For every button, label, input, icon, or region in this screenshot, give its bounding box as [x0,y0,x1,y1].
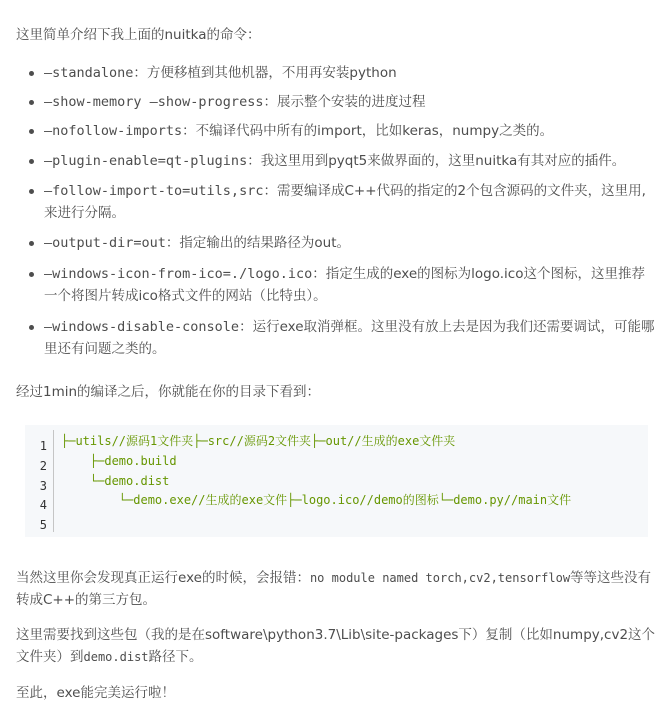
option-text: ：指定输出的结果路径为out。 [165,235,351,251]
copy-text-before: 这里需要找到这些包（我的是在software\python3.7\Lib\site-packages下）复制（比如numpy,cv2这个文件夹）到 [16,627,656,665]
line-number: 3 [39,479,47,493]
list-item [44,316,656,360]
option-code: —nofollow-imports [44,123,183,139]
error-paragraph [16,567,656,611]
line-number-gutter [25,430,54,532]
copy-paragraph [16,624,656,668]
option-code: —windows-icon-from-ico=./logo.ico [44,266,313,282]
finale-paragraph: 至此，exe能完美运行啦！ [16,685,175,701]
option-text: ：运行exe取消弹框。这里没有放上去是因为我们还需要调试，可能哪里还有问题之类的。 [44,319,655,357]
option-code: —output-dir=out [44,235,166,251]
list-item [44,150,656,172]
option-text: ：展示整个安装的进度过程 [263,94,426,110]
option-text: ：不编译代码中所有的import，比如keras，numpy之类的。 [182,123,554,139]
option-code: —windows-disable-console [44,319,240,335]
line-number: 5 [39,518,47,532]
option-text: ：需要编译成C++代码的指定的2个包含源码的文件夹，这里用,来进行分隔。 [44,183,646,221]
option-code: —follow-import-to=utils,src [44,183,264,199]
option-text: ：方便移植到其他机器，不用再安装python [133,65,397,81]
error-text-after: 等等这些没有转成C++的第三方包。 [16,570,652,608]
copy-text-after: 路径下。 [148,649,203,665]
option-code: —show-memory —show-progress [44,94,264,110]
code-line: ├─demo.build [61,454,177,468]
list-item [44,62,656,84]
error-inline-code: no module named torch,cv2,tensorflow [309,571,571,585]
option-text: ：指定生成的exe的图标为logo.ico这个图标，这里推荐一个将图片转成ico格式文件的网站（比特虫）。 [44,266,645,304]
copy-inline-code: demo.dist [83,650,149,664]
error-text-before: 当然这里你会发现真正运行exe的时候，会报错： [16,570,310,586]
option-code: —plugin-enable=qt-plugins [44,153,248,169]
list-item [44,180,656,224]
code-line: └─demo.exe//生成的exe文件├─logo.ico//demo的图标└─demo.py//main文件 [61,493,572,507]
list-item [44,91,656,113]
list-item [44,120,656,142]
after-compile-paragraph: 经过1min的编译之后，你就能在你的目录下看到： [16,384,321,400]
code-line: └─demo.dist [61,474,170,488]
line-number: 4 [39,498,47,512]
option-text: ：我这里用到pyqt5来做界面的，这里nuitka有其对应的插件。 [247,153,626,169]
code-block [25,425,648,537]
line-number: 2 [39,459,47,473]
list-item [44,263,656,307]
code-line: ├─utils//源码1文件夹├─src//源码2文件夹├─out//生成的exe文件夹 [61,434,456,448]
option-code: —standalone [44,65,134,81]
intro-paragraph: 这里简单介绍下我上面的nuitka的命令： [16,27,261,43]
line-number: 1 [39,439,47,453]
list-item [44,232,656,254]
